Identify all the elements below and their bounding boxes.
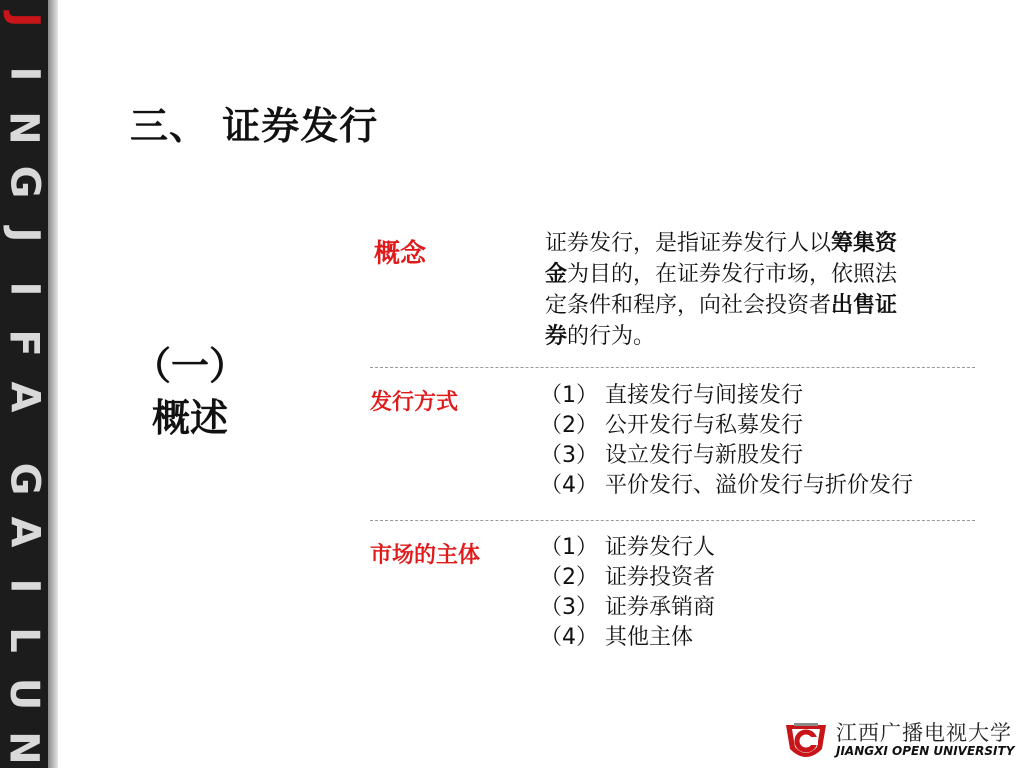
divider-line <box>370 520 975 521</box>
list-item: （4） 其他主体 <box>540 625 693 650</box>
concept-text: 为目的，在证券发行市场，依照法 <box>567 262 898 287</box>
subheading-text: 概述 <box>151 396 228 440</box>
sidebar-letter: A <box>1 381 47 413</box>
methods-label: 发行方式 <box>370 390 459 415</box>
sidebar-letter: J <box>0 227 47 243</box>
sidebar-letter: A <box>1 516 47 548</box>
university-logo <box>782 715 1020 765</box>
sidebar-letter: L <box>1 627 47 653</box>
sidebar-letter: G <box>1 165 47 198</box>
sidebar-edge-gradient <box>48 0 58 768</box>
list-item: （1） 证券发行人 <box>540 535 715 560</box>
list-item: （3） 设立发行与新股发行 <box>540 443 803 468</box>
concept-label: 概念 <box>374 239 427 269</box>
concept-emphasis: 金 <box>545 262 568 287</box>
concept-text: 定条件和程序，向社会投资者 <box>545 293 832 318</box>
university-emblem-icon <box>782 719 830 765</box>
concept-emphasis: 出售证 <box>831 293 898 318</box>
list-item: （1） 直接发行与间接发行 <box>540 383 803 408</box>
list-item: （2） 证券投资者 <box>540 565 715 590</box>
sidebar-letter: N <box>0 110 47 145</box>
sidebar-letter: J <box>0 12 47 28</box>
sidebar-letter: G <box>1 462 47 496</box>
list-item: （3） 证券承销商 <box>540 595 715 620</box>
sidebar-letter: N <box>0 731 47 765</box>
methods-list <box>540 381 913 501</box>
list-item: （4） 平价发行、溢价发行与折价发行 <box>540 473 913 498</box>
concept-emphasis: 筹集资 <box>831 231 898 256</box>
slide-title: 三、 证券发行 <box>130 104 379 148</box>
logo-chinese-name: 江西广播电视大学 <box>836 721 1012 745</box>
concept-text: 的行为。 <box>567 324 656 349</box>
market-label: 市场的主体 <box>370 543 481 568</box>
section-subheading <box>130 340 250 444</box>
sidebar-letter: I <box>0 578 47 594</box>
sidebar-band <box>0 0 48 768</box>
sidebar-letter: I <box>0 281 47 297</box>
sidebar-letter: U <box>0 677 47 711</box>
sidebar-vertical-text <box>0 0 48 768</box>
list-item: （2） 公开发行与私募发行 <box>540 413 803 438</box>
concept-emphasis: 券 <box>545 324 568 349</box>
sidebar-letter: F <box>0 329 47 357</box>
divider-line <box>370 367 975 368</box>
concept-definition <box>545 228 965 352</box>
logo-english-name: JIANGXI OPEN UNIVERSITY <box>836 744 1015 758</box>
market-list <box>540 533 715 653</box>
subheading-number: （一） <box>132 344 247 388</box>
sidebar-letter: I <box>0 66 47 82</box>
concept-text: 证券发行，是指证券发行人以 <box>545 231 832 256</box>
